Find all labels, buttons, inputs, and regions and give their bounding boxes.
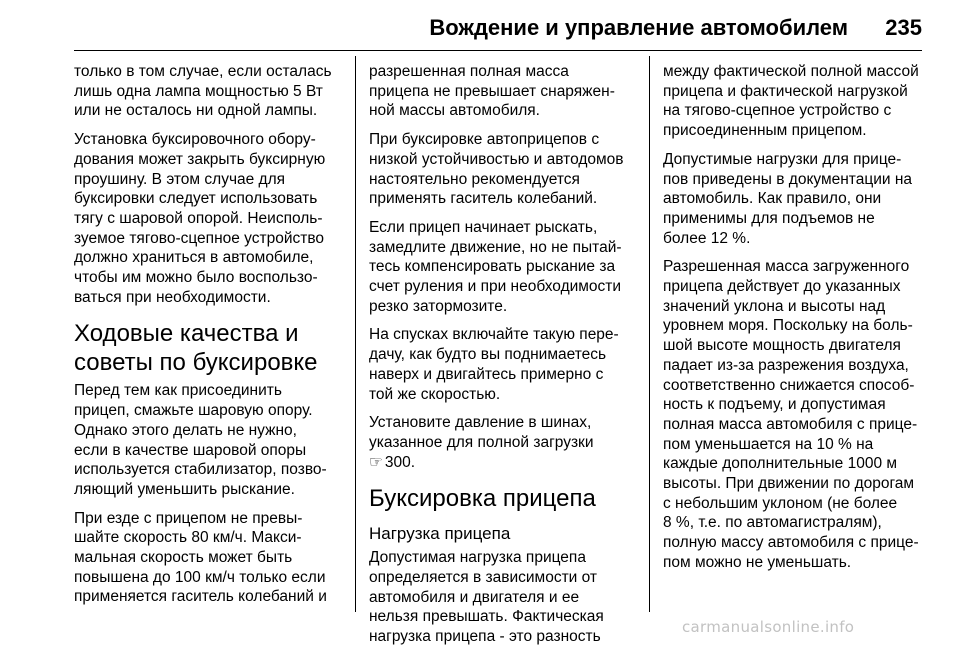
text-line: ваться при необходимости. <box>74 288 271 306</box>
paragraph <box>74 509 349 608</box>
text-line: используется стабилизатор, позво- <box>74 461 327 479</box>
text-line: автомобиль. Как правило, они <box>663 190 882 208</box>
text-line: или не осталось ни одной лампы. <box>74 102 318 120</box>
text-line: пом уменьшается на 10 % на <box>663 435 874 453</box>
paragraph <box>369 62 644 121</box>
text-line: дачу, как будто вы поднимаетесь <box>369 346 607 364</box>
text-line: полная масса автомобиля с прице- <box>663 415 918 433</box>
text-line: уровнем моря. Поскольку на боль- <box>663 317 913 335</box>
text-line: повышена до 100 км/ч только если <box>74 568 326 586</box>
column-divider-2 <box>649 56 650 612</box>
paragraph-with-reference <box>369 413 644 472</box>
text-line: низкой устойчивостью и автодомов <box>369 150 624 168</box>
column-3 <box>663 62 938 612</box>
text-line: На спусках включайте такую пере- <box>369 326 619 344</box>
text-line: каждые дополнительные 1000 м <box>663 455 898 473</box>
text-line: высоты. При движении по дорогам <box>663 475 915 493</box>
paragraph <box>663 150 938 249</box>
column-2 <box>369 62 644 646</box>
text-line: буксировки следует использовать <box>74 190 318 208</box>
text-line: автомобиля и двигателя и ее <box>369 588 580 606</box>
paragraph <box>369 548 644 647</box>
page-number: 235 <box>885 15 922 40</box>
paragraph <box>74 130 349 307</box>
text-line: значений уклона и высоты над <box>663 297 886 315</box>
paragraph <box>369 218 644 317</box>
paragraph <box>663 257 938 572</box>
page-title: Вождение и управление автомобилем <box>429 15 848 40</box>
header-divider <box>74 50 922 51</box>
text-line: указанное для полной загрузки <box>369 433 594 451</box>
arrow-reference-icon: ☞ <box>369 453 383 471</box>
text-line: соответственно снижается способ- <box>663 376 915 394</box>
text-line: тесь компенсировать рыскание за <box>369 258 616 276</box>
text-line: ляющий уменьшить рыскание. <box>74 480 295 498</box>
text-line: разрешенная полная масса <box>369 63 569 80</box>
text-line: советы по буксировке <box>74 349 318 377</box>
page-header <box>0 0 960 50</box>
text-line: При езде с прицепом не превы- <box>74 509 303 527</box>
text-line: мальная скорость может быть <box>74 549 293 567</box>
column-divider-1 <box>355 56 356 612</box>
paragraph <box>74 62 349 121</box>
text-line: Установка буксировочного обору- <box>74 131 316 149</box>
text-line: чтобы им можно было воспользо- <box>74 269 318 287</box>
paragraph <box>663 62 938 141</box>
text-line: резко затормозите. <box>369 297 508 315</box>
text-line: наверх и двигайтесь примерно с <box>369 365 604 383</box>
text-line: ной массы автомобиля. <box>369 102 540 120</box>
text-line: прицепа и фактической нагрузкой <box>663 82 908 100</box>
text-line: той же скоростью. <box>369 385 501 403</box>
text-line: применяется гаситель колебаний и <box>74 588 327 606</box>
text-line: падает из-за разрежения воздуха, <box>663 356 909 374</box>
text-line: если в качестве шаровой опоры <box>74 441 307 459</box>
text-line: только в том случае, если осталась <box>74 63 332 80</box>
text-line: настоятельно рекомендуется <box>369 170 580 188</box>
column-1 <box>74 62 349 612</box>
text-line: проушину. В этом случае для <box>74 170 286 188</box>
text-line: Допустимые нагрузки для прице- <box>663 150 902 168</box>
paragraph-lines <box>369 413 644 452</box>
watermark: carmanualsonline.info <box>682 618 855 636</box>
text-line: прицепа действует до указанных <box>663 278 901 296</box>
page-reference[interactable] <box>369 453 644 473</box>
text-line: замедлите движение, но не пытай- <box>369 238 622 256</box>
text-line: Ходовые качества и <box>74 320 299 348</box>
text-line: полную массу автомобиля с прице- <box>663 534 919 552</box>
paragraph <box>74 381 349 499</box>
text-line: присоединенным прицепом. <box>663 122 867 140</box>
subsection-heading: Нагрузка прицепа <box>369 524 511 544</box>
text-line: лишь одна лампа мощностью 5 Вт <box>74 82 323 100</box>
text-line: пом можно не уменьшать. <box>663 553 852 571</box>
text-line: нельзя превышать. Фактическая <box>369 608 604 626</box>
text-line: более 12 %. <box>663 229 751 247</box>
text-line: Перед тем как присоединить <box>74 382 282 400</box>
text-line: с небольшим уклоном (не более <box>663 494 898 512</box>
text-line: определяется в зависимости от <box>369 569 598 587</box>
text-line: 8 %, т.е. по автомагистралям), <box>663 514 882 532</box>
text-line: применимы для подъемов не <box>663 209 875 227</box>
text-line: Установите давление в шинах, <box>369 414 592 432</box>
text-line: шой высоте мощность двигателя <box>663 337 901 355</box>
text-line: Если прицеп начинает рыскать, <box>369 218 598 236</box>
text-line: между фактической полной массой <box>663 63 919 80</box>
section-heading <box>74 319 349 377</box>
section-heading: Буксировка прицепа <box>369 485 596 513</box>
text-line: Допустимая нагрузка прицепа <box>369 549 586 567</box>
text-line: дования может закрыть буксирную <box>74 150 326 168</box>
text-line: прицепа не превышает снаряжен- <box>369 82 615 100</box>
text-line: счет руления и при необходимости <box>369 278 622 296</box>
text-line: должно храниться в автомобиле, <box>74 249 314 267</box>
paragraph <box>369 325 644 404</box>
text-line: При буксировке автоприцепов с <box>369 131 600 149</box>
text-line: ность к подъему, и допустимая <box>663 396 886 414</box>
text-line: тягу с шаровой опорой. Неисполь- <box>74 209 323 227</box>
text-line: шайте скорость 80 км/ч. Макси- <box>74 529 302 547</box>
text-line: зуемое тягово-сцепное устройство <box>74 229 325 247</box>
text-line: Разрешенная масса загруженного <box>663 258 910 276</box>
reference-page-number: 300. <box>384 453 416 471</box>
text-line: применять гаситель колебаний. <box>369 190 598 208</box>
text-line: Однако этого делать не нужно, <box>74 421 297 439</box>
text-line: нагрузка прицепа - это разность <box>369 628 601 646</box>
text-line: прицеп, смажьте шаровую опору. <box>74 402 313 420</box>
text-line: пов приведены в документации на <box>663 170 913 188</box>
paragraph <box>369 130 644 209</box>
text-line: на тягово-сцепное устройство с <box>663 102 892 120</box>
